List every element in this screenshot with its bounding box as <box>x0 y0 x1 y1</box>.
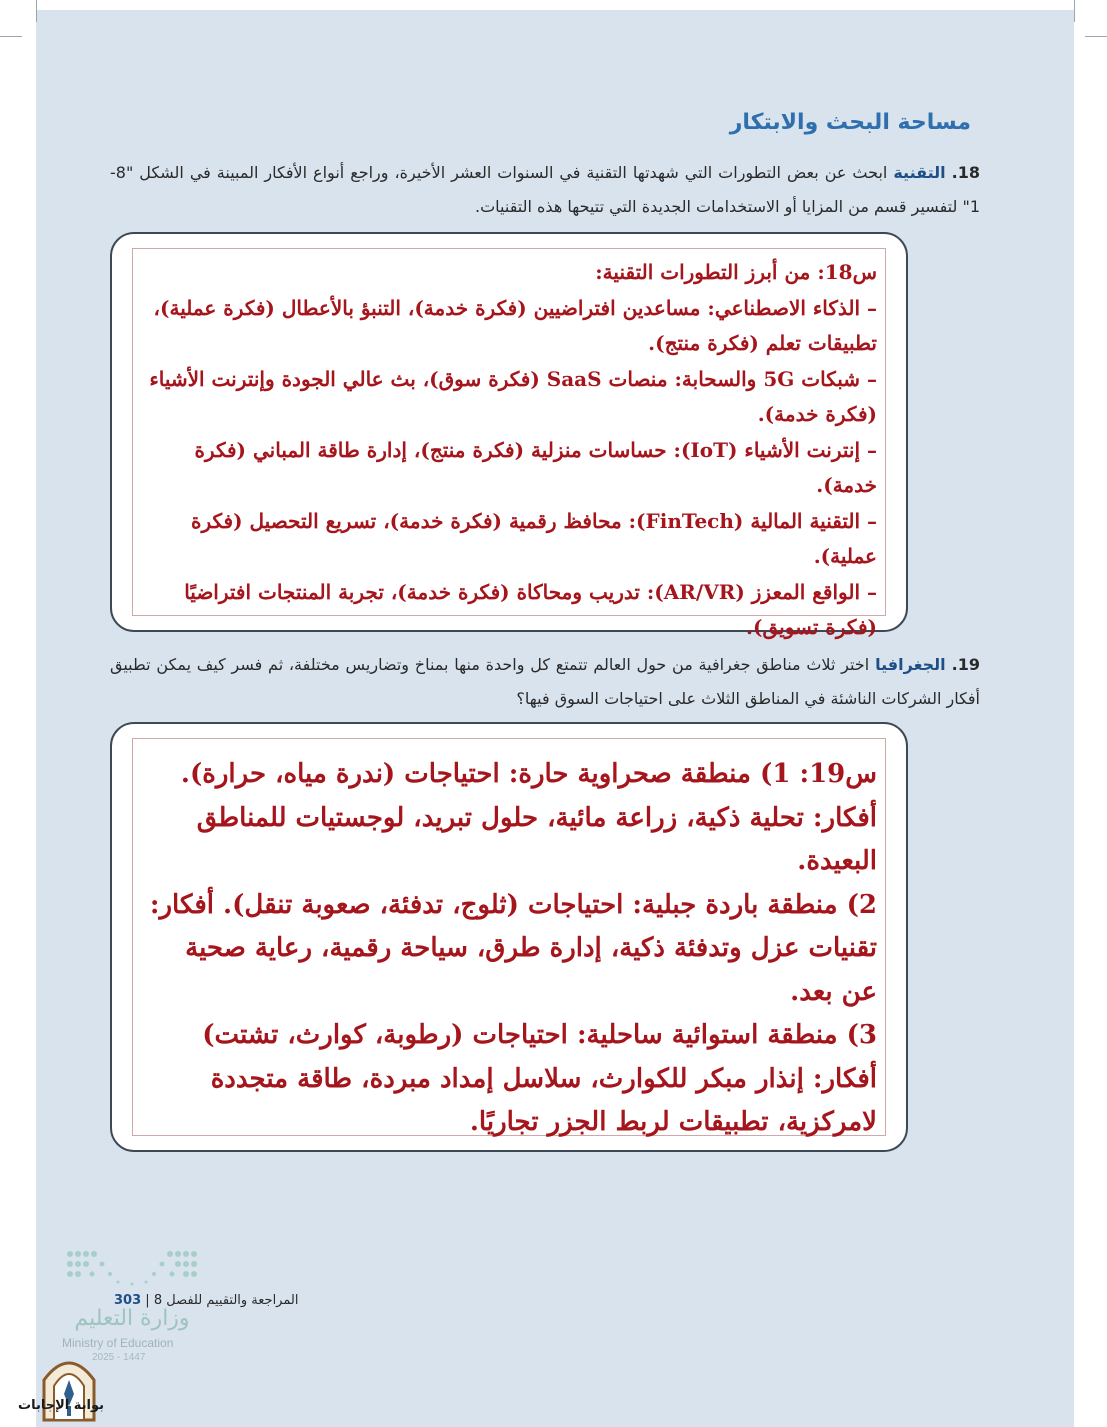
ministry-name-ar: وزارة التعليم <box>74 1306 190 1331</box>
answer-19 <box>132 738 886 1136</box>
page-number: 303 <box>114 1293 142 1308</box>
answer-line: – إنترنت الأشياء (IoT): حساسات منزلية (فكرة منتج)، إدارة طاقة المباني (فكرة خدمة). <box>194 437 877 497</box>
question-keyword: التقنية <box>893 163 946 182</box>
question-text: ابحث عن بعض التطورات التي شهدتها التقنية في السنوات العشر الأخيرة، وراجع أنواع الأفكار المبينة في الشكل "8-1" لتفسير قسم من المزايا أو الاستخدامات الجديدة التي تتيحها هذه التقنيات. <box>110 163 980 216</box>
answer-line: 2) منطقة باردة جبلية: احتياجات (ثلوج، تدفئة، صعوبة تنقل). أفكار: تقنيات عزل وتدفئة ذكية، إدارة طرق، سياحة رقمية، رعاية صحية عن بعد. <box>149 889 877 1007</box>
crop-mark <box>1085 36 1107 37</box>
answer-line: س19: 1) منطقة صحراوية حارة: احتياجات (ندرة مياه، حرارة). أفكار: تحلية ذكية، زراعة مائية، حلول تبريد، لوجستيات للمناطق البعيدة. <box>180 759 877 876</box>
question-text: اختر ثلاث مناطق جغرافية من حول العالم تتمتع كل واحدة منها بمناخ وتضاريس مختلفة، ثم فسر كيف يمكن تطبيق أفكار الشركات الناشئة في المناطق الثلاث على احتياجات السوق فيها؟ <box>110 655 980 708</box>
page-footer <box>110 1293 298 1308</box>
footer-separator: | <box>145 1293 150 1308</box>
question-number: 19. <box>951 655 980 674</box>
answer-line: – الواقع المعزز (AR/VR): تدريب ومحاكاة (فكرة خدمة)، تجربة المنتجات افتراضيًا (فكرة تسويق). <box>184 579 877 639</box>
answers-gate-label: بوابة الإجابات <box>18 1398 104 1413</box>
answer-line: س18: من أبرز التطورات التقنية: <box>595 260 877 284</box>
ministry-name-en: Ministry of Education <box>62 1336 174 1350</box>
question-19 <box>110 648 980 716</box>
question-18 <box>110 156 980 224</box>
crop-mark <box>0 36 22 37</box>
answer-line: – التقنية المالية (FinTech): محافظ رقمية (فكرة خدمة)، تسريع التحصيل (فكرة عملية). <box>190 508 877 568</box>
answer-line: 3) منطقة استوائية ساحلية: احتياجات (رطوبة، كوارث، تشتت) أفكار: إنذار مبكر للكوارث، سلاسل إمداد مبردة، طاقة متجددة لامركزية، تطبيقات لربط الجزر تجاريًا. <box>202 1020 877 1137</box>
section-title: مساحة البحث والابتكار <box>729 110 971 135</box>
answer-line: – الذكاء الاصطناعي: مساعدين افتراضيين (فكرة خدمة)، التنبؤ بالأعطال (فكرة عملية)، تطبيقات تعلم (فكرة منتج). <box>153 295 877 355</box>
answer-18 <box>132 248 886 639</box>
answer-box-19 <box>110 722 908 1152</box>
crop-mark <box>36 0 37 22</box>
answer-line: – شبكات 5G والسحابة: منصات SaaS (فكرة سوق)، بث عالي الجودة وإنترنت الأشياء (فكرة خدمة). <box>149 366 877 426</box>
chapter-label: المراجعة والتقييم للفصل 8 <box>153 1293 299 1308</box>
ministry-year: 2025 - 1447 <box>92 1352 146 1363</box>
ministry-logo-icon <box>62 1248 202 1288</box>
question-keyword: الجغرافيا <box>875 655 946 674</box>
crop-mark <box>1074 0 1075 22</box>
answer-box-18 <box>110 232 908 639</box>
question-number: 18. <box>951 163 980 182</box>
